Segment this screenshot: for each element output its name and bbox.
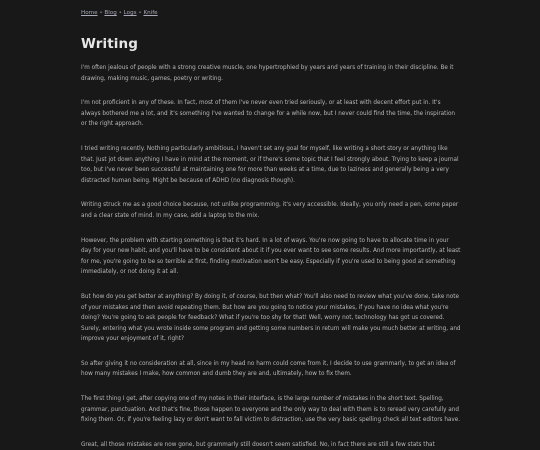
article-paragraph: The first thing I get, after copying one of my notes in their interface, is the large number of mistakes in the short text. Spelling, grammar, punctuation. And that's fine, those happen to everyone and the only way to deal with them is to reread very carefully and fixing them. Or, if you're feeling lazy or don't want to fall victim to distraction, use the very basic spelling check all text editors have.: [81, 396, 461, 424]
article-container: [81, 8, 461, 450]
breadcrumb-separator: •: [138, 10, 142, 16]
breadcrumb-link-knife[interactable]: Knife: [143, 10, 158, 16]
breadcrumb-separator: •: [99, 10, 103, 16]
breadcrumb-link-home[interactable]: Home: [81, 10, 98, 16]
breadcrumb-separator: •: [118, 10, 122, 16]
article-body: [81, 63, 461, 450]
article-paragraph: So after giving it no consideration at all, since in my head no harm could come from it, I decide to use grammarly, to get an idea of how many mistakes I make, how common and dumb they are and, ultimately, how to fix them.: [81, 360, 456, 378]
article-paragraph: However, the problem with starting something is that it's hard. In a lot of ways. You're now going to have to allocate time in your day for your new habit, and you'll have to be consistent about it if you ever want to see some results. And more importantly, at least for me, you're going to be so terrible at first, finding motivation won't be easy. Especially if you're used to being good at something immediately, or not doing it at all.: [81, 237, 461, 276]
article-paragraph: I tried writing recently. Nothing particularly ambitious, I haven't set any goal for myself, like writing a short story or anything like that. Just jot down anything I have in mind at the moment, or if there's some topic that I feel strongly about. Trying to keep a journal too, but I've never been successful at maintaining one for more than weeks at a time, due to laziness and generally being a very distracted human being. Might be because of ADHD (no diagnosis though).: [81, 145, 459, 184]
breadcrumb-link-logs[interactable]: Logs: [123, 10, 137, 16]
article-paragraph: I'm not proficient in any of these. In fact, most of them I've never even tried seriously, or at least with decent effort put in. It's always bothered me a lot, and it's something I've wanted to change for a while now, but I never could find the time, the inspiration or the right approach.: [81, 100, 456, 128]
page-title: Writing: [81, 36, 138, 52]
breadcrumb: [81, 8, 461, 19]
article-paragraph: Writing struck me as a good choice because, not unlike programming, it's very accessible. Ideally, you only need a pen, some paper and a clear state of mind. In my case, add a laptop to the mix.: [81, 202, 459, 219]
breadcrumb-link-blog[interactable]: Blog: [104, 10, 117, 16]
article-paragraph: Great, all those mistakes are now gone, but grammarly still doesn't seem satisfied. No, in fact there are still a few stats that: [81, 441, 435, 448]
article-paragraph: But how do you get better at anything? By doing it, of course, but then what? You'll also need to review what you've done, take note of your mistakes and then avoid repeating them. But how are you going to notice your mistakes, if you have no idea what you're doing? You're going to ask people for feedback? What if you're too shy for that! Well, worry not, technology has got us covered. Surely, entering what you wrote inside some program and getting some numbers in return will make you much better at writing, and improve your enjoyment of it, right?: [81, 293, 461, 343]
article-paragraph: I'm often jealous of people with a strong creative muscle, one hypertrophied by years and years of training in their discipline. Be it drawing, making music, games, poetry or writing.: [81, 65, 454, 82]
